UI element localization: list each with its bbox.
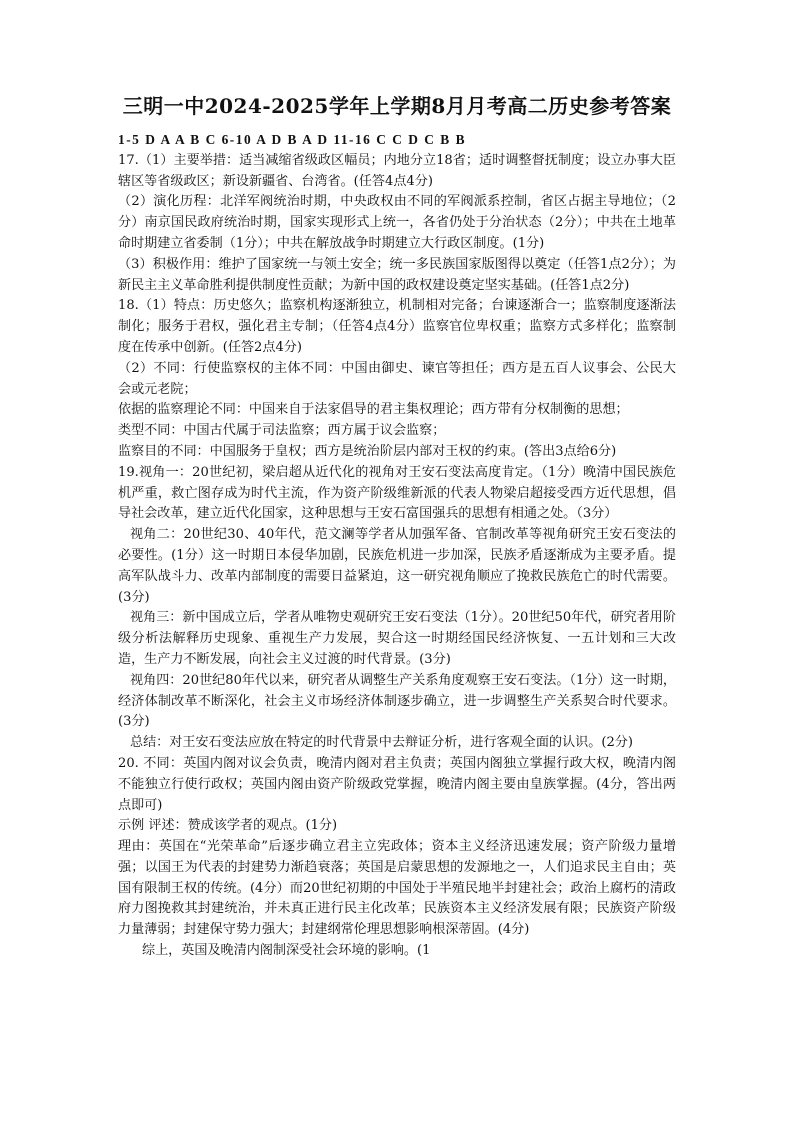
q17-part2: （2）演化历程：北洋军阀统治时期，中央政权由不同的军阀派系控制，省区占据主导地位；（2分）南京国民政府统治时期，国家实现形式上统一，各省仍处于分治状态（2分）；中共在土地革命时期建立省委制（1分）；中共在解放战争时期建立大行政区制度。(1分) (118, 194, 676, 251)
q18-type: 类型不同：中国古代属于司法监察；西方属于议会监察； (118, 423, 446, 439)
document-title: 三明一中2024-2025学年上学期8月月考高二历史参考答案 (122, 94, 672, 118)
q18-purpose: 监察目的不同：中国服务于皇权；西方是统治阶层内部对王权的约束。(答出3点给6分) (118, 443, 617, 459)
q19-summary: 总结：对王安石变法应放在特定的时代背景中去辩证分析，进行客观全面的认识。(2分) (130, 735, 634, 751)
q19-view2: 视角二：20世纪30、40年代，范文澜等学者从加强军备、官制改革等视角研究王安石变法的必要性。(1分）这一时期日本侵华加剧，民族危机进一步加深，民族矛盾逐渐成为主要矛盾。提高军队战斗力、改革内部制度的需要日益紧迫，这一研究视角顺应了挽救民族危亡的时代需要。(3分) (118, 527, 676, 605)
q20-reasons: 理由：英国在“光荣革命”后逐步确立君主立宪政体；资本主义经济迅速发展；资产阶级力量增强；以国王为代表的封建势力渐趋衰落；英国是启蒙思想的发源地之一，人们追求民主自由；英国有限制王权的传统。(4分）而20世纪初期的中国处于半殖民地半封建社会；政治上腐朽的清政府力图挽救其封建统治，并未真正进行民主化改革；民族资本主义经济发展有限；民族资产阶级力量薄弱；封建保守势力强大；封建纲常伦理思想影响根深蒂固。(4分) (118, 839, 676, 938)
q19-view3: 视角三：新中国成立后，学者从唯物史观研究王安石变法（1分）。20世纪50年代，研究者用阶级分析法解释历史现象、重视生产力发展，契合这一时期经国民经济恢复、一五计划和三大改造，生产力不断发展，向社会主义过渡的时代背景。(3分) (118, 610, 676, 667)
q20-difference: 20. 不同：英国内阁对议会负责，晚清内阁对君主负责；英国内阁独立掌握行政大权，晚清内阁不能独立行使行政权；英国内阁由资产阶级政党掌握，晚清内阁主要由皇族掌握。(4分，答出两点即可) (118, 755, 676, 813)
answer-body (118, 130, 676, 962)
q17-part1: 17.（1）主要举措：适当减缩省级政区幅员；内地分立18省；适时调整督抚制度；设立办事大臣辖区等省级政区；新设新疆省、台湾省。(任答4点4分) (118, 152, 676, 189)
q18-part2: （2）不同：行使监察权的主体不同：中国由御史、谏官等担任；西方是五百人议事会、公民大会或元老院； (118, 360, 676, 397)
q18-part1: 18.（1）特点：历史悠久；监察机构逐渐独立，机制相对完备；台谏逐渐合一；监察制度逐渐法制化；服务于君权，强化君主专制；（任答4点4分）监察官位卑权重；监察方式多样化；监察制度在传承中创新。(任答2点4分) (118, 298, 677, 355)
q19-view4: 视角四：20世纪80年代以来，研究者从调整生产关系角度观察王安石变法。（1分）这一时期，经济体制改革不断深化，社会主义市场经济体制逐步确立，进一步调整生产关系契合时代要求。(3分) (118, 672, 676, 730)
q20-conclusion: 综上，英国及晚清内阁制深受社会环境的影响。(1 (142, 943, 431, 959)
q18-theory: 依据的监察理论不同：中国来自于法家倡导的君主集权理论；西方带有分权制衡的思想； (118, 402, 629, 418)
q20-example: 示例 评述：赞成该学者的观点。(1分) (118, 818, 338, 834)
q17-part3: （3）积极作用：维护了国家统一与领土安全；统一多民族国家版图得以奠定（任答1点2分）；为新民主主义革命胜利提供制度性贡献；为新中国的政权建设奠定坚实基础。(任答1点2分) (118, 256, 676, 293)
q19-view1: 19.视角一：20世纪初，梁启超从近代化的视角对王安石变法高度肯定。（1分）晚清中国民族危机严重，救亡图存成为时代主流，作为资产阶级维新派的代表人物梁启超接受西方近代思想，倡导社会改革，建立近代化国家，这种思想与王安石富国强兵的思想有相通之处。（3分） (118, 464, 676, 522)
choice-answers: 1-5 D A A B C 6-10 A D B A D 11-16 C C D C B B (118, 132, 467, 147)
